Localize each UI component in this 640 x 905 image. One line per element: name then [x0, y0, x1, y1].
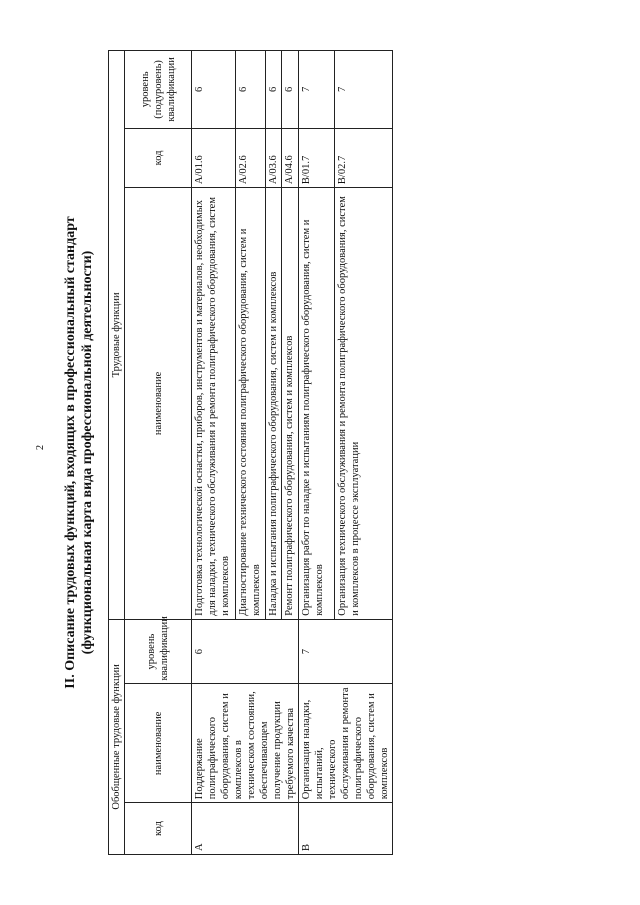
function-level: 6: [282, 51, 299, 129]
header-level: уровень квалификации: [125, 619, 192, 684]
function-level: 7: [335, 51, 393, 129]
group-b-level: 7: [299, 619, 393, 684]
function-level: 6: [235, 51, 265, 129]
function-level: 6: [265, 51, 282, 129]
function-name: Диагностирование технического состояния полиграфического оборудования, систем и комплексов: [235, 188, 265, 620]
functional-map-table: [108, 50, 393, 855]
function-name: Ремонт полиграфического оборудования, систем и комплексов: [282, 188, 299, 620]
function-code: A/02.6: [235, 128, 265, 187]
function-level: 6: [192, 51, 236, 129]
group-b-name: Организация наладки, испытаний, технического обслуживания и ремонта полиграфического оборудования, систем и комплексов: [299, 684, 393, 803]
group-a-name: Поддержание полиграфического оборудования, систем и комплексов в техническом состоянии, обеспечивающем получение продукции требуемого качества: [192, 684, 299, 803]
header-generalized: Обобщенные трудовые функции: [109, 619, 125, 854]
header-row-columns: [125, 51, 192, 855]
function-name: Организация работ по наладке и испытаниям полиграфического оборудования, систем и комплексов: [299, 188, 335, 620]
function-code: A/03.6: [265, 128, 282, 187]
header-labor: Трудовые функции: [109, 51, 125, 620]
function-code: B/02.7: [335, 128, 393, 187]
function-code: A/01.6: [192, 128, 236, 187]
header-function-code: код: [125, 128, 192, 187]
title-line-1: II. Описание трудовых функций, входящих в профессиональный стандарт: [63, 216, 78, 689]
group-a-code: A: [192, 803, 299, 855]
function-name: Подготовка технологической оснастки, приборов, инструментов и материалов, необходимых для наладки, технического обслуживания и ремонта полиграфического оборудования, систем и комплексов: [192, 188, 236, 620]
section-heading: [62, 35, 96, 870]
table-row: [299, 51, 335, 855]
header-code: код: [125, 803, 192, 855]
function-name: Наладка и испытания полиграфического оборудования, систем и комплексов: [265, 188, 282, 620]
title-line-2: (функциональная карта вида профессиональной деятельности): [80, 250, 95, 655]
page-number: 2: [35, 445, 46, 450]
function-code: B/01.7: [299, 128, 335, 187]
header-function-level: уровень (подуровень) квалификации: [125, 51, 192, 129]
function-name: Организация технического обслуживания и ремонта полиграфического оборудования, систем и комплексов в процессе эксплуатации: [335, 188, 393, 620]
header-function-name: наименование: [125, 188, 192, 620]
function-level: 7: [299, 51, 335, 129]
table-row: [192, 51, 236, 855]
group-a-level: 6: [192, 619, 299, 684]
header-row-groups: [109, 51, 125, 855]
group-b-code: B: [299, 803, 393, 855]
function-code: A/04.6: [282, 128, 299, 187]
rotated-sheet: [58, 35, 598, 870]
header-name: наименование: [125, 684, 192, 803]
